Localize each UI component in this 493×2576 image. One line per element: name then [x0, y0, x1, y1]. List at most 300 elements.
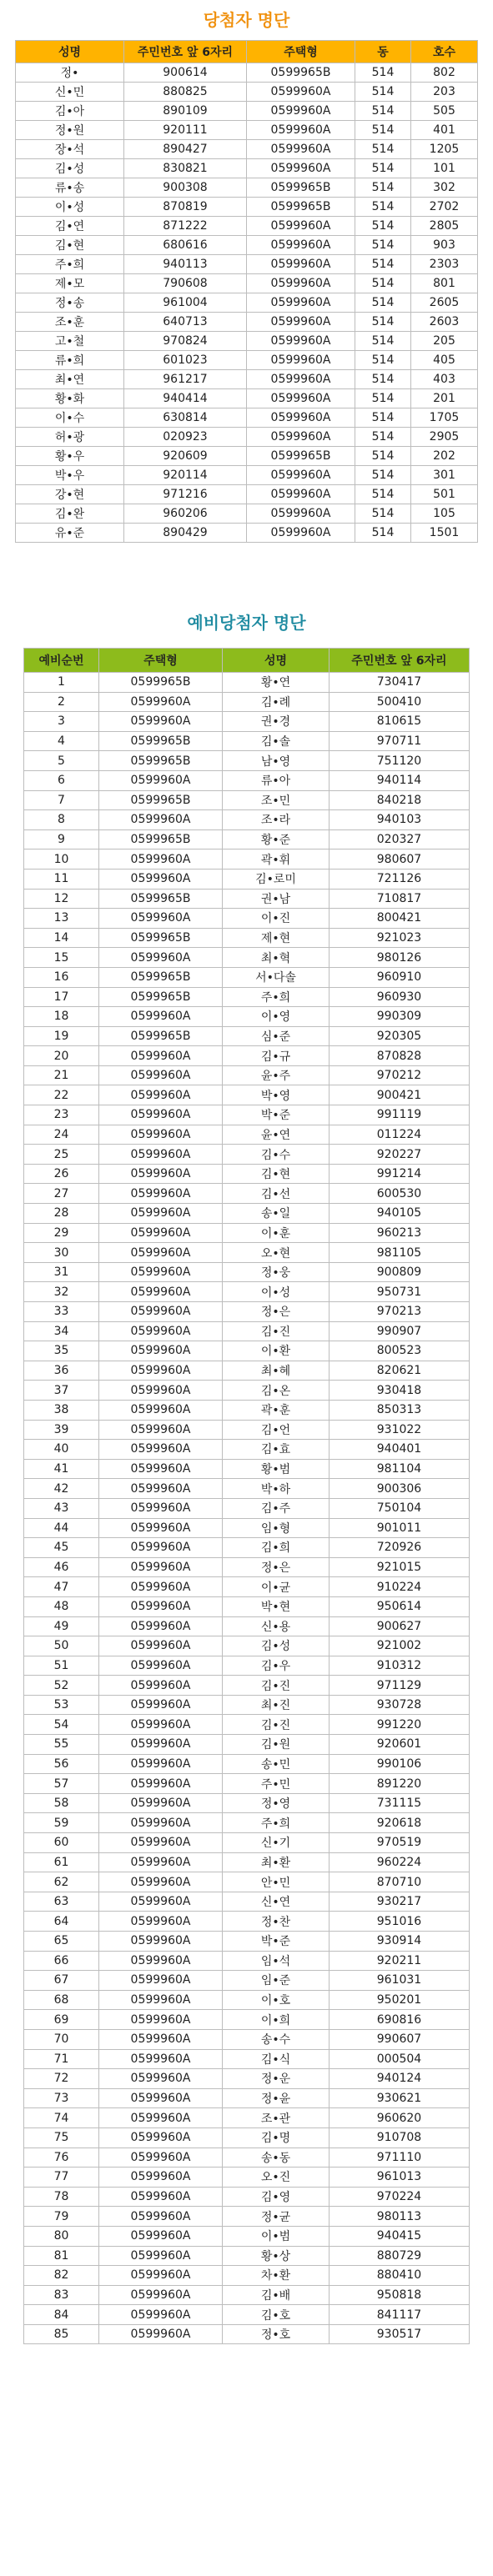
cell-reserve-order: 80	[24, 2226, 99, 2246]
cell-house-type: 0599965B	[99, 928, 223, 948]
table-row	[16, 217, 478, 236]
cell-name: 이•성	[16, 198, 124, 217]
table-row	[24, 1932, 470, 1952]
cell-reserve-order: 23	[24, 1105, 99, 1125]
cell-house-type: 0599960A	[247, 408, 355, 428]
table-row	[16, 274, 478, 293]
cell-house-type: 0599960A	[99, 2029, 223, 2049]
cell-reserve-order: 29	[24, 1223, 99, 1243]
table-row	[24, 2108, 470, 2128]
cell-house-type: 0599960A	[247, 102, 355, 121]
cell-name: 신•기	[223, 1833, 330, 1853]
cell-id6: 910224	[330, 1577, 470, 1597]
cell-id6: 991214	[330, 1164, 470, 1184]
header-id6: 주민번호 앞 6자리	[330, 649, 470, 673]
cell-reserve-order: 44	[24, 1518, 99, 1538]
table-row	[24, 967, 470, 987]
cell-reserve-order: 85	[24, 2324, 99, 2344]
cell-house-type: 0599965B	[247, 447, 355, 466]
cell-house-type: 0599960A	[99, 1852, 223, 1872]
cell-id6: 990106	[330, 1754, 470, 1774]
cell-house-type: 0599965B	[247, 63, 355, 83]
cell-house-type: 0599960A	[99, 1872, 223, 1892]
cell-id6: 920618	[330, 1813, 470, 1833]
cell-house-type: 0599960A	[99, 1440, 223, 1460]
cell-reserve-order: 71	[24, 2049, 99, 2069]
cell-reserve-order: 52	[24, 1676, 99, 1696]
table-row	[16, 121, 478, 140]
cell-house-type: 0599965B	[99, 889, 223, 909]
cell-id6: 980113	[330, 2207, 470, 2227]
cell-house-type: 0599960A	[99, 1676, 223, 1696]
cell-house-type: 0599960A	[99, 1459, 223, 1479]
cell-name: 신•용	[223, 1616, 330, 1636]
cell-building: 514	[355, 485, 411, 504]
cell-name: 윤•연	[223, 1125, 330, 1145]
header-house-type: 주택형	[99, 649, 223, 673]
cell-unit: 201	[411, 389, 478, 408]
cell-reserve-order: 33	[24, 1302, 99, 1322]
cell-id6: 920211	[330, 1951, 470, 1971]
cell-name: 이•환	[223, 1341, 330, 1361]
cell-reserve-order: 13	[24, 909, 99, 929]
cell-building: 514	[355, 159, 411, 178]
cell-id6: 990907	[330, 1321, 470, 1341]
cell-unit: 1205	[411, 140, 478, 159]
cell-id6: 921015	[330, 1557, 470, 1577]
cell-id6: 971129	[330, 1676, 470, 1696]
cell-house-type: 0599960A	[99, 1381, 223, 1401]
cell-reserve-order: 11	[24, 869, 99, 889]
cell-name: 이•호	[223, 1990, 330, 2010]
table-row	[16, 466, 478, 485]
cell-id6: 930728	[330, 1695, 470, 1715]
cell-name: 조•민	[223, 790, 330, 810]
cell-id6: 921023	[330, 928, 470, 948]
cell-reserve-order: 8	[24, 810, 99, 830]
table-row	[24, 751, 470, 771]
table-row	[16, 198, 478, 217]
cell-house-type: 0599960A	[99, 1243, 223, 1263]
cell-building: 514	[355, 140, 411, 159]
cell-reserve-order: 21	[24, 1065, 99, 1085]
cell-house-type: 0599960A	[99, 1125, 223, 1145]
cell-house-type: 0599960A	[99, 1046, 223, 1066]
cell-building: 514	[355, 274, 411, 293]
table-row	[24, 2049, 470, 2069]
cell-house-type: 0599960A	[99, 1616, 223, 1636]
cell-reserve-order: 78	[24, 2187, 99, 2207]
cell-name: 이•훈	[223, 1223, 330, 1243]
cell-id6: 940114	[330, 770, 470, 790]
cell-unit: 2603	[411, 313, 478, 332]
cell-reserve-order: 48	[24, 1596, 99, 1616]
table-row	[24, 1833, 470, 1853]
cell-house-type: 0599960A	[99, 1636, 223, 1656]
header-reserve-order: 예비순번	[24, 649, 99, 673]
cell-id6: 840218	[330, 790, 470, 810]
cell-id6: 870828	[330, 1046, 470, 1066]
table-row	[24, 2029, 470, 2049]
cell-reserve-order: 39	[24, 1420, 99, 1440]
cell-name: 정•원	[16, 121, 124, 140]
cell-name: 정•윤	[223, 2088, 330, 2108]
cell-id6: 830821	[124, 159, 247, 178]
header-name: 성명	[223, 649, 330, 673]
table-row	[24, 1971, 470, 1991]
cell-reserve-order: 62	[24, 1872, 99, 1892]
table-row	[24, 1262, 470, 1282]
cell-house-type: 0599960A	[247, 255, 355, 274]
cell-house-type: 0599960A	[99, 2266, 223, 2286]
table-row	[16, 332, 478, 351]
cell-id6: 981104	[330, 1459, 470, 1479]
cell-building: 514	[355, 351, 411, 370]
cell-id6: 950201	[330, 1990, 470, 2010]
cell-name: 주•민	[223, 1774, 330, 1794]
cell-id6: 011224	[330, 1125, 470, 1145]
cell-name: 최•혜	[223, 1361, 330, 1381]
cell-building: 514	[355, 102, 411, 121]
table-row	[24, 948, 470, 968]
cell-reserve-order: 73	[24, 2088, 99, 2108]
cell-house-type: 0599960A	[99, 2187, 223, 2207]
cell-name: 박•준	[223, 1105, 330, 1125]
cell-name: 류•송	[16, 178, 124, 198]
table-row	[24, 1046, 470, 1066]
cell-name: 김•언	[223, 1420, 330, 1440]
table-row	[24, 1498, 470, 1518]
cell-name: 김•아	[16, 102, 124, 121]
cell-reserve-order: 61	[24, 1852, 99, 1872]
cell-name: 심•준	[223, 1026, 330, 1046]
cell-name: 임•석	[223, 1951, 330, 1971]
header-name: 성명	[16, 41, 124, 63]
cell-house-type: 0599960A	[99, 1971, 223, 1991]
cell-id6: 710817	[330, 889, 470, 909]
cell-reserve-order: 50	[24, 1636, 99, 1656]
cell-house-type: 0599960A	[247, 389, 355, 408]
cell-house-type: 0599960A	[99, 1557, 223, 1577]
cell-house-type: 0599960A	[99, 1262, 223, 1282]
cell-id6: 901011	[330, 1518, 470, 1538]
cell-reserve-order: 40	[24, 1440, 99, 1460]
cell-house-type: 0599960A	[247, 217, 355, 236]
cell-name: 조•훈	[16, 313, 124, 332]
cell-reserve-order: 60	[24, 1833, 99, 1853]
cell-reserve-order: 10	[24, 849, 99, 870]
cell-id6: 990607	[330, 2029, 470, 2049]
table-row	[24, 790, 470, 810]
table-row	[24, 1184, 470, 1204]
cell-name: 주•희	[223, 1813, 330, 1833]
cell-reserve-order: 81	[24, 2246, 99, 2266]
winners-title: 당첨자 명단	[203, 10, 290, 30]
table-row	[24, 2324, 470, 2344]
table-row	[24, 673, 470, 693]
cell-id6: 940105	[330, 1204, 470, 1224]
cell-house-type: 0599960A	[99, 1420, 223, 1440]
cell-building: 514	[355, 408, 411, 428]
cell-building: 514	[355, 466, 411, 485]
cell-name: 임•준	[223, 1971, 330, 1991]
table-row	[24, 849, 470, 870]
cell-reserve-order: 51	[24, 1656, 99, 1676]
cell-reserve-order: 28	[24, 1204, 99, 1224]
table-row	[16, 485, 478, 504]
table-row	[24, 2010, 470, 2030]
table-row	[16, 524, 478, 543]
cell-id6: 950614	[330, 1596, 470, 1616]
cell-name: 최•연	[16, 370, 124, 389]
cell-name: 장•석	[16, 140, 124, 159]
cell-reserve-order: 31	[24, 1262, 99, 1282]
table-row	[24, 1065, 470, 1085]
cell-id6: 940414	[124, 389, 247, 408]
table-row	[24, 731, 470, 751]
cell-building: 514	[355, 428, 411, 447]
cell-id6: 900614	[124, 63, 247, 83]
cell-house-type: 0599960A	[99, 1065, 223, 1085]
cell-house-type: 0599960A	[99, 1302, 223, 1322]
cell-id6: 890109	[124, 102, 247, 121]
cell-name: 송•수	[223, 2029, 330, 2049]
cell-unit: 202	[411, 447, 478, 466]
cell-name: 제•모	[16, 274, 124, 293]
cell-name: 송•동	[223, 2148, 330, 2168]
table-row	[16, 102, 478, 121]
cell-house-type: 0599960A	[99, 2148, 223, 2168]
cell-reserve-order: 25	[24, 1145, 99, 1165]
cell-house-type: 0599960A	[247, 332, 355, 351]
cell-reserve-order: 53	[24, 1695, 99, 1715]
cell-house-type: 0599960A	[99, 948, 223, 968]
table-row	[24, 810, 470, 830]
cell-house-type: 0599960A	[99, 1085, 223, 1105]
cell-name: 황•범	[223, 1459, 330, 1479]
cell-reserve-order: 70	[24, 2029, 99, 2049]
cell-reserve-order: 56	[24, 1754, 99, 1774]
table-row	[24, 1951, 470, 1971]
cell-reserve-order: 43	[24, 1498, 99, 1518]
cell-house-type: 0599960A	[99, 712, 223, 732]
table-row	[24, 1715, 470, 1735]
cell-reserve-order: 77	[24, 2168, 99, 2188]
table-row	[24, 1616, 470, 1636]
table-row	[16, 313, 478, 332]
table-row	[24, 770, 470, 790]
cell-building: 514	[355, 217, 411, 236]
cell-reserve-order: 14	[24, 928, 99, 948]
cell-id6: 790608	[124, 274, 247, 293]
cell-id6: 920111	[124, 121, 247, 140]
cell-house-type: 0599960A	[99, 1321, 223, 1341]
cell-id6: 880825	[124, 83, 247, 102]
cell-house-type: 0599960A	[247, 370, 355, 389]
cell-house-type: 0599960A	[99, 692, 223, 712]
cell-reserve-order: 15	[24, 948, 99, 968]
cell-unit: 802	[411, 63, 478, 83]
table-row	[24, 1577, 470, 1597]
cell-name: 이•성	[223, 1282, 330, 1302]
cell-name: 정•호	[223, 2324, 330, 2344]
cell-unit: 2303	[411, 255, 478, 274]
cell-house-type: 0599960A	[99, 1164, 223, 1184]
table-row	[16, 63, 478, 83]
cell-reserve-order: 12	[24, 889, 99, 909]
table-row	[24, 2069, 470, 2089]
table-row	[24, 1420, 470, 1440]
table-row	[24, 1793, 470, 1813]
cell-house-type: 0599960A	[99, 2207, 223, 2227]
table-row	[24, 1400, 470, 1420]
section-gap	[0, 543, 493, 611]
cell-reserve-order: 37	[24, 1381, 99, 1401]
cell-id6: 940103	[330, 810, 470, 830]
cell-building: 514	[355, 63, 411, 83]
cell-reserve-order: 45	[24, 1538, 99, 1558]
cell-reserve-order: 65	[24, 1932, 99, 1952]
cell-building: 514	[355, 236, 411, 255]
cell-id6: 930517	[330, 2324, 470, 2344]
cell-unit: 302	[411, 178, 478, 198]
table-row	[24, 2285, 470, 2305]
cell-reserve-order: 49	[24, 1616, 99, 1636]
table-row	[24, 2148, 470, 2168]
table-row	[24, 692, 470, 712]
cell-name: 신•연	[223, 1892, 330, 1912]
cell-reserve-order: 42	[24, 1479, 99, 1499]
table-row	[24, 1164, 470, 1184]
cell-house-type: 0599965B	[247, 198, 355, 217]
cell-id6: 950818	[330, 2285, 470, 2305]
cell-house-type: 0599960A	[99, 1793, 223, 1813]
cell-building: 514	[355, 524, 411, 543]
table-row	[16, 236, 478, 255]
table-row	[24, 1105, 470, 1125]
cell-reserve-order: 59	[24, 1813, 99, 1833]
cell-name: 김•우	[223, 1656, 330, 1676]
cell-id6: 750104	[330, 1498, 470, 1518]
cell-id6: 980607	[330, 849, 470, 870]
cell-unit: 2702	[411, 198, 478, 217]
cell-name: 박•우	[16, 466, 124, 485]
cell-name: 황•상	[223, 2246, 330, 2266]
cell-id6: 991220	[330, 1715, 470, 1735]
cell-id6: 751120	[330, 751, 470, 771]
cell-house-type: 0599960A	[99, 869, 223, 889]
cell-unit: 505	[411, 102, 478, 121]
cell-unit: 101	[411, 159, 478, 178]
cell-house-type: 0599965B	[99, 829, 223, 849]
cell-reserve-order: 68	[24, 1990, 99, 2010]
table-row	[16, 293, 478, 313]
cell-reserve-order: 76	[24, 2148, 99, 2168]
cell-reserve-order: 69	[24, 2010, 99, 2030]
cell-reserve-order: 47	[24, 1577, 99, 1597]
table-row	[24, 2207, 470, 2227]
table-row	[24, 2266, 470, 2286]
cell-id6: 930914	[330, 1932, 470, 1952]
table-row	[24, 928, 470, 948]
cell-house-type: 0599960A	[99, 2324, 223, 2344]
cell-unit: 105	[411, 504, 478, 524]
table-row	[16, 447, 478, 466]
cell-reserve-order: 55	[24, 1735, 99, 1755]
cell-house-type: 0599960A	[99, 1184, 223, 1204]
cell-id6: 920227	[330, 1145, 470, 1165]
cell-house-type: 0599960A	[247, 351, 355, 370]
cell-house-type: 0599960A	[99, 2168, 223, 2188]
cell-id6: 891220	[330, 1774, 470, 1794]
table-row	[24, 1007, 470, 1027]
table-row	[24, 1774, 470, 1794]
cell-house-type: 0599960A	[99, 1951, 223, 1971]
cell-id6: 601023	[124, 351, 247, 370]
cell-reserve-order: 7	[24, 790, 99, 810]
cell-reserve-order: 34	[24, 1321, 99, 1341]
cell-id6: 970224	[330, 2187, 470, 2207]
cell-house-type: 0599960A	[99, 909, 223, 929]
cell-house-type: 0599960A	[99, 1105, 223, 1125]
cell-id6: 020923	[124, 428, 247, 447]
cell-id6: 000504	[330, 2049, 470, 2069]
table-row	[24, 1085, 470, 1105]
cell-house-type: 0599960A	[247, 524, 355, 543]
cell-name: 이•범	[223, 2226, 330, 2246]
header-building: 동	[355, 41, 411, 63]
cell-id6: 990309	[330, 1007, 470, 1027]
cell-building: 514	[355, 313, 411, 332]
cell-name: 이•균	[223, 1577, 330, 1597]
table-row	[24, 1223, 470, 1243]
cell-name: 유•준	[16, 524, 124, 543]
cell-id6: 640713	[124, 313, 247, 332]
cell-unit: 403	[411, 370, 478, 389]
cell-name: 송•일	[223, 1204, 330, 1224]
cell-reserve-order: 16	[24, 967, 99, 987]
cell-id6: 970711	[330, 731, 470, 751]
cell-reserve-order: 83	[24, 2285, 99, 2305]
cell-id6: 721126	[330, 869, 470, 889]
cell-reserve-order: 46	[24, 1557, 99, 1577]
table-row	[24, 1636, 470, 1656]
cell-id6: 930621	[330, 2088, 470, 2108]
cell-name: 류•아	[223, 770, 330, 790]
cell-id6: 841117	[330, 2305, 470, 2325]
table-row	[16, 178, 478, 198]
table-row	[24, 1440, 470, 1460]
cell-id6: 940124	[330, 2069, 470, 2089]
table-row	[16, 504, 478, 524]
cell-name: 이•영	[223, 1007, 330, 1027]
cell-name: 김•연	[16, 217, 124, 236]
cell-name: 정•운	[223, 2069, 330, 2089]
cell-house-type: 0599960A	[99, 1479, 223, 1499]
cell-reserve-order: 27	[24, 1184, 99, 1204]
table-row	[24, 1912, 470, 1932]
cell-reserve-order: 75	[24, 2127, 99, 2148]
cell-name: 오•진	[223, 2168, 330, 2188]
cell-reserve-order: 67	[24, 1971, 99, 1991]
cell-id6: 961013	[330, 2168, 470, 2188]
cell-house-type: 0599960A	[99, 2069, 223, 2089]
cell-name: 곽•휘	[223, 849, 330, 870]
cell-reserve-order: 5	[24, 751, 99, 771]
cell-id6: 900627	[330, 1616, 470, 1636]
cell-name: 김•현	[16, 236, 124, 255]
cell-building: 514	[355, 447, 411, 466]
